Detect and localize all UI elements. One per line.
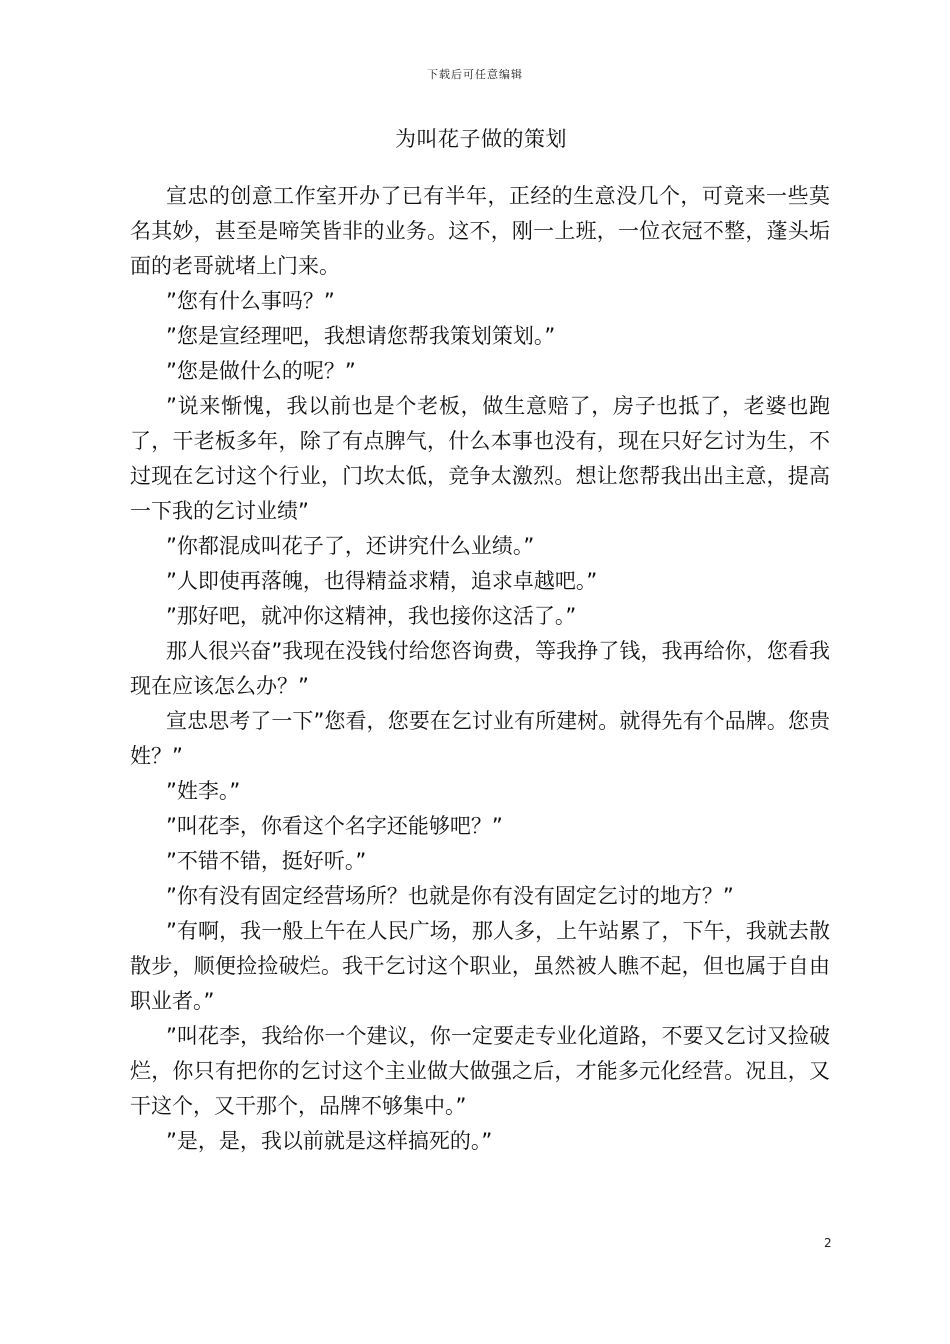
page-header-note: 下载后可任意编辑 <box>427 68 523 81</box>
paragraph: ”叫花李，你看这个名字还能够吧？” <box>166 814 503 838</box>
document-title: 为叫花子做的策划 <box>395 127 567 151</box>
paragraph: ”您是做什么的呢？” <box>166 359 356 383</box>
paragraph: ”有啊，我一般上午在人民广场，那人多，上午站累了，下午，我就去散散步，顺便捡捡破烂。我干乞讨这个职业，虽然被人瞧不起，但也属于自由职业者。” <box>130 919 830 1013</box>
paragraph: ”说来惭愧，我以前也是个老板，做生意赔了，房子也抵了，老婆也跑了，干老板多年，除了有点脾气，什么本事也没有，现在只好乞讨为生，不过现在乞讨这个行业，门坎太低，竞争太激烈。想让您帮我出出主意，提高一下我的乞讨业绩” <box>130 394 830 523</box>
paragraph: ”不错不错，挺好听。” <box>166 849 367 873</box>
paragraph: ”姓李。” <box>166 779 241 803</box>
paragraph: 宣忠的创意工作室开办了已有半年，正经的生意没几个，可竟来一些莫名其妙，甚至是啼笑皆非的业务。这不，刚一上班，一位衣冠不整，蓬头垢面的老哥就堵上门来。 <box>130 184 830 278</box>
paragraph: ”那好吧，就冲你这精神，我也接你这活了。” <box>166 604 577 628</box>
paragraph: 那人很兴奋”我现在没钱付给您咨询费，等我挣了钱，我再给你，您看我现在应该怎么办？” <box>130 639 830 698</box>
paragraph: ”人即使再落魄，也得精益求精，追求卓越吧。” <box>166 569 598 593</box>
paragraph: ”您是宣经理吧，我想请您帮我策划策划。” <box>166 324 556 348</box>
paragraph: ”你有没有固定经营场所？也就是你有没有固定乞讨的地方？” <box>166 884 734 908</box>
paragraph: ”叫花李，我给你一个建议，你一定要走专业化道路，不要又乞讨又捡破烂，你只有把你的乞讨这个主业做大做强之后，才能多元化经营。况且，又干这个，又干那个，品牌不够集中。” <box>130 1024 830 1118</box>
document-body <box>130 179 830 1159</box>
paragraph: ”您有什么事吗？” <box>166 289 335 313</box>
paragraph: ”是，是，我以前就是这样搞死的。” <box>166 1129 493 1153</box>
paragraph: 宣忠思考了一下”您看，您要在乞讨业有所建树。就得先有个品牌。您贵姓？” <box>130 709 830 768</box>
paragraph: ”你都混成叫花子了，还讲究什么业绩。” <box>166 534 535 558</box>
page-number: 2 <box>824 1236 832 1250</box>
